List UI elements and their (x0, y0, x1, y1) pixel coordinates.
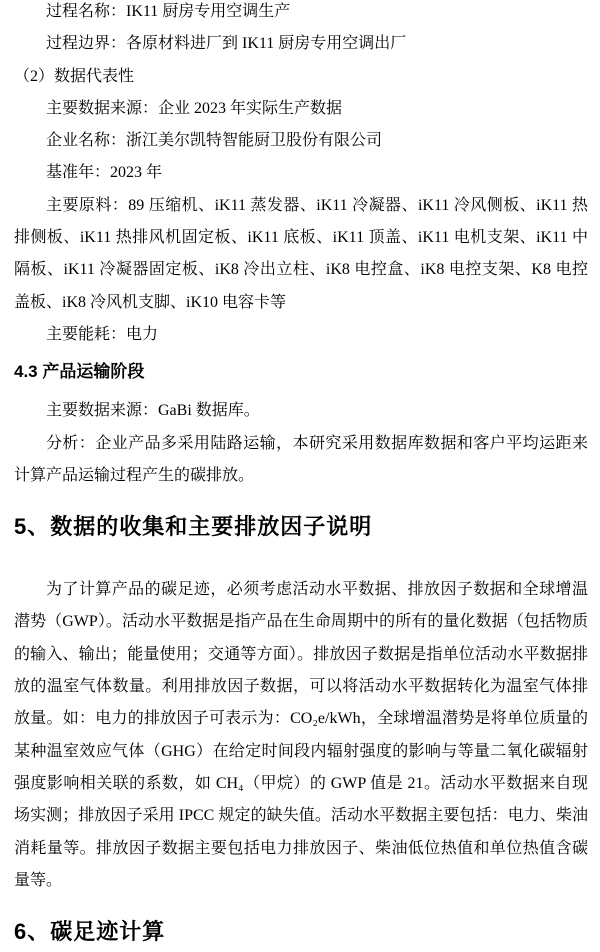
emission-factor-paragraph: 为了计算产品的碳足迹，必须考虑活动水平数据、排放因子数据和全球增温潜势（GWP）。活动水平数据是指产品在生命周期中的所有的量化数据（包括物质的输入、输出；能量使用；交通等方面）。排放因子数据是指单位活动水平数据排放的温室气体数量。利用排放因子数据，可以将活动水平数据转化为温室气体排放量。如：电力的排放因子可表示为：CO₂e/kWh，全球增温潜势是将单位质量的某种温室效应气体（GHG）在给定时间段内辐射强度的影响与等量二氧化碳辐射强度影响相关联的系数，如 CH₄（甲烷）的 GWP 值是 21。活动水平数据来自现场实测；排放因子采用 IPCC 规定的缺失值。活动水平数据主要包括：电力、柴油消耗量等。排放因子数据主要包括电力排放因子、柴油低位热值和单位热值含碳量等。 (14, 581, 588, 889)
company-name-line: 企业名称：浙江美尔凯特智能厨卫股份有限公司 (46, 132, 383, 150)
process-name-line: 过程名称：IK11 厨房专用空调生产 (46, 3, 291, 20)
main-data-source-line: 主要数据来源：企业 2023 年实际生产数据 (46, 99, 343, 117)
section-6-heading: 6、碳足迹计算 (14, 919, 166, 945)
main-energy-line: 主要能耗：电力 (46, 325, 159, 343)
transport-analysis-paragraph: 分析：企业产品多采用陆路运输，本研究采用数据库数据和客户平均运距来计算产品运输过程产生的碳排放。 (14, 434, 588, 484)
data-representativeness-label: （2）数据代表性 (14, 67, 135, 85)
main-materials-paragraph: 主要原料：89 压缩机、iK11 蒸发器、iK11 冷凝器、iK11 冷风侧板、iK11 热排侧板、iK11 热排风机固定板、iK11 底板、iK11 顶盖、iK11 电机支架、iK11 中隔板、iK11 冷凝器固定板、iK8 冷出立柱、iK8 电控盒、iK8 电控支架、K8 电控盖板、iK8 冷风机支脚、iK10 电容卡等 (14, 196, 588, 311)
base-year-line: 基准年：2023 年 (46, 164, 163, 182)
section-5-heading: 5、数据的收集和主要排放因子说明 (14, 514, 373, 540)
section-4-3-heading: 4.3 产品运输阶段 (14, 362, 145, 382)
transport-data-source-line: 主要数据来源：GaBi 数据库。 (46, 402, 260, 420)
process-boundary-line: 过程边界：各原材料进厂到 IK11 厨房专用空调出厂 (46, 35, 407, 53)
